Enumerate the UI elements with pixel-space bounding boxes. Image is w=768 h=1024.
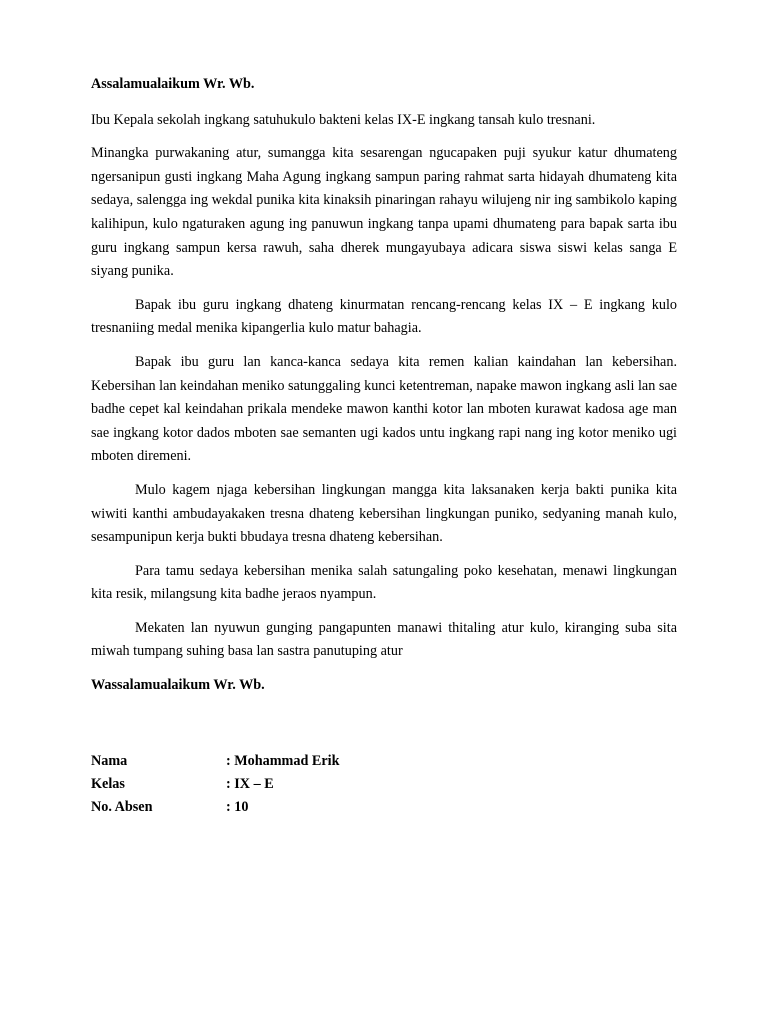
class-value: : IX – E: [226, 775, 274, 792]
greeting: Assalamualaikum Wr. Wb.: [91, 76, 255, 92]
paragraph-opening: Minangka purwakaning atur, sumangga kita sesarengan ngucapaken puji syukur katur dhumateng ngersanipun gusti ingkang Maha Agung ingkang sampun paring rahmat sarta hidayah dhumateng kita sedaya, salengga ing wekdal punika kita kinaksih pinaringan rahayu wilujeng nir ing sambikolo kaping kalihipun, kulo ngaturaken agung ing panuwun ingkang tanpa upami dhumateng para bapak sarta ibu guru ingkang sampun kersa rawuh, saha dherek mungayubaya adicara siswa siswi kelas sanga E siyang punika.: [91, 145, 677, 280]
identity-row-class: [91, 776, 340, 799]
identity-table: [91, 753, 340, 822]
name-value: : Mohammad Erik: [226, 752, 340, 769]
class-label: Kelas: [91, 775, 125, 792]
paragraph-welcome: Bapak ibu guru ingkang dhateng kinurmatan rencang-rencang kelas IX – E ingkang kulo tresnaniing medal menika kipangerlia kulo matur bahagia.: [91, 296, 677, 337]
identity-row-absen: [91, 799, 340, 822]
absen-value: : 10: [226, 798, 249, 815]
name-label: Nama: [91, 752, 128, 769]
paragraph-address: Ibu Kepala sekolah ingkang satuhukulo bakteni kelas IX-E ingkang tansah kulo tresnani.: [91, 111, 596, 128]
letter-document: [91, 73, 677, 822]
identity-row-name: [91, 753, 340, 776]
absen-label: No. Absen: [91, 798, 153, 815]
paragraph-community-work: Mulo kagem njaga kebersihan lingkungan mangga kita laksanaken kerja bakti punika kita wiwiti kanthi ambudayakaken tresna dhateng kebersihan lingkungan puniko, sedyaning manah kulo, sesampunipun kerja bukti bbudaya tresna dhateng kebersihan.: [91, 481, 677, 546]
paragraph-apology: Mekaten lan nyuwun gunging pangapunten manawi thitaling atur kulo, kiranging suba sita miwah tumpang suhing basa lan sastra panutuping atur: [91, 619, 677, 660]
closing: Wassalamualaikum Wr. Wb.: [91, 677, 265, 694]
paragraph-health: Para tamu sedaya kebersihan menika salah satungaling poko kesehatan, menawi lingkungan kita resik, milangsung kita badhe jeraos nyampun.: [91, 562, 677, 603]
paragraph-cleanliness: Bapak ibu guru lan kanca-kanca sedaya kita remen kalian kaindahan lan kebersihan. Kebersihan lan keindahan meniko satunggaling kunci ketentreman, napake mawon ingkang asli lan sae badhe cepet kal keindahan prikala mendeke mawon kanthi kotor lan mboten kurawat kadosa age man sae ingkang kotor dados mboten sae semanten ugi kados untu ingkang rapi nang ing kotor meniko ugi mboten diremeni.: [91, 353, 677, 465]
